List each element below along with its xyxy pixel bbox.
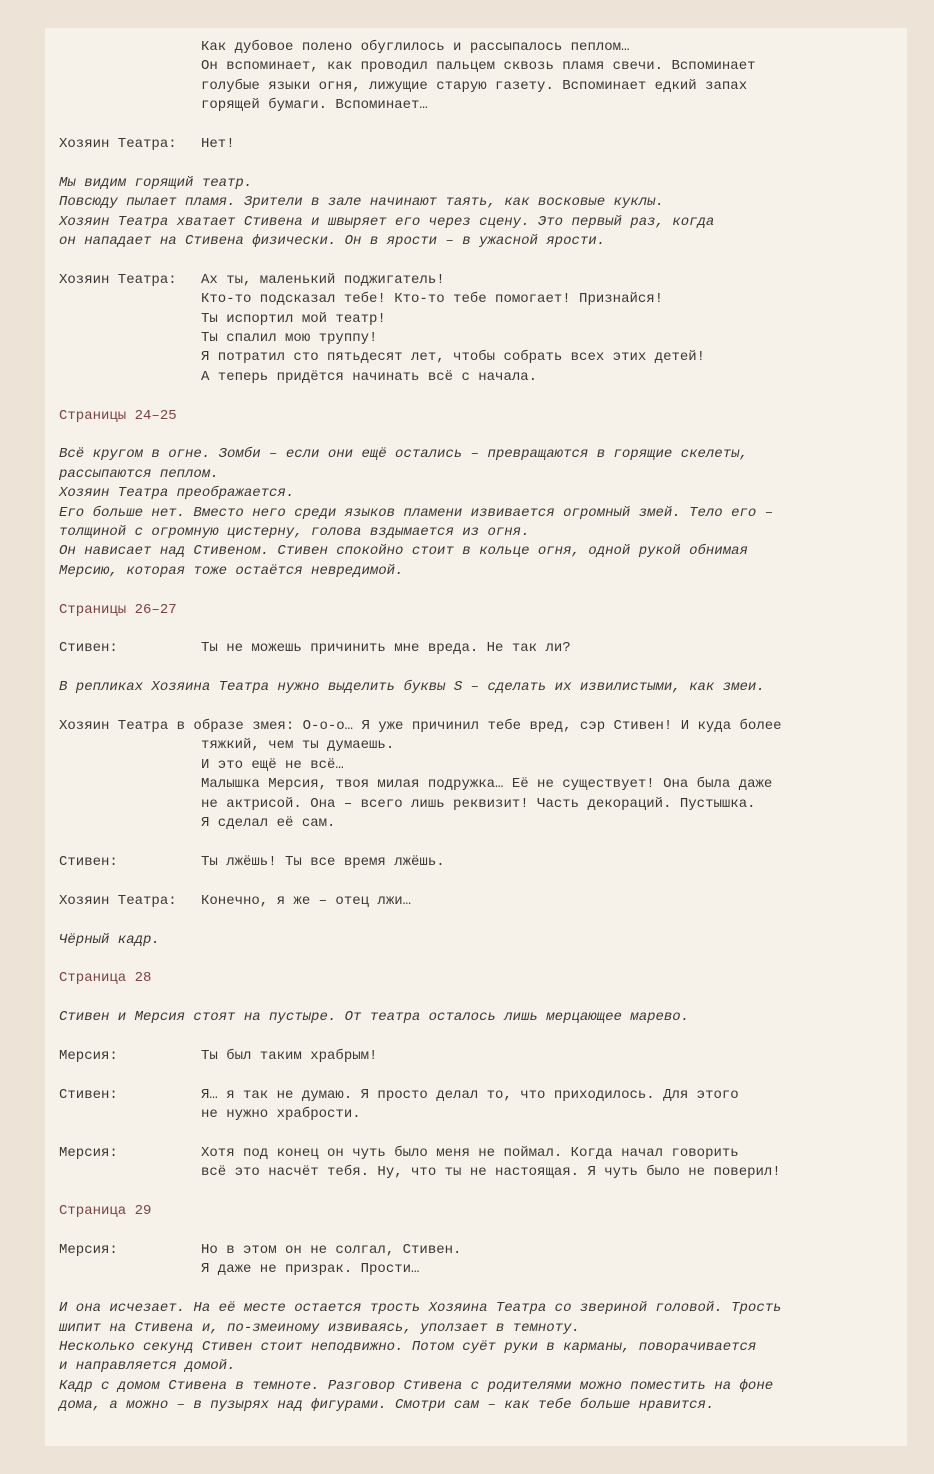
speaker-name: Стивен: xyxy=(59,1086,118,1103)
stage-line: Чёрный кадр. xyxy=(59,931,160,948)
stage-line: Его больше нет. Вместо него среди языков пламени извивается огромный змей. Тело его – xyxy=(59,504,774,521)
spacer xyxy=(59,834,899,853)
dialogue-line: горящей бумаги. Вспоминает… xyxy=(201,97,428,114)
stage-line: Стивен и Мерсия стоят на пустыре. От театра осталось лишь мерцающее марево. xyxy=(59,1009,690,1026)
dialogue-block xyxy=(59,717,899,833)
dialogue-block xyxy=(59,1241,899,1280)
script-text xyxy=(59,38,899,1416)
spacer xyxy=(59,659,899,678)
stage-line: дома, а можно – в пузырях над фигурами. Смотри сам – как тебе больше нравится. xyxy=(59,1397,715,1414)
stage-line: Он нависает над Стивеном. Стивен спокойно стоит в кольце огня, одной рукой обнимая xyxy=(59,543,748,560)
stage-line: Мы видим горящий театр. xyxy=(59,174,253,191)
dialogue-line: не актрисой. Она – всего лишь реквизит! Часть декораций. Пустышка. xyxy=(201,795,756,812)
dialogue-block xyxy=(59,892,899,911)
dialogue-block xyxy=(59,271,899,387)
spacer xyxy=(59,872,899,891)
dialogue-line: Конечно, я же – отец лжи… xyxy=(201,892,412,909)
dialogue-continuation xyxy=(59,38,899,116)
stage-direction xyxy=(59,174,899,252)
dialogue-line: И это ещё не всё… xyxy=(201,756,344,773)
dialogue-lines xyxy=(201,271,899,387)
dialogue-lines xyxy=(201,1086,899,1125)
stage-line: Хозяин Театра преображается. xyxy=(59,485,295,502)
dialogue-line: Я потратил сто пятьдесят лет, чтобы собрать всех этих детей! xyxy=(201,349,706,366)
page-heading: Страницы 26–27 xyxy=(59,601,177,618)
speaker-name: Стивен: xyxy=(59,640,118,657)
page-heading: Страница 29 xyxy=(59,1203,152,1220)
speaker-name: Мерсия: xyxy=(59,1144,118,1161)
page-heading: Страница 28 xyxy=(59,970,152,987)
spacer xyxy=(59,911,899,930)
dialogue-line: тяжкий, чем ты думаешь. xyxy=(201,737,395,754)
spacer xyxy=(59,1066,899,1085)
dialogue-block xyxy=(59,853,899,872)
dialogue-line: Я сделал её сам. xyxy=(201,815,336,832)
dialogue-line: Хотя под конец он чуть было меня не поймал. Когда начал говорить xyxy=(201,1144,739,1161)
stage-line: И она исчезает. На её месте остается трость Хозяина Театра со звериной головой. Трость xyxy=(59,1300,782,1317)
dialogue-block xyxy=(59,639,899,658)
dialogue-lines xyxy=(201,1047,899,1066)
stage-line: Хозяин Театра хватает Стивена и швыряет его через сцену. Это первый раз, когда xyxy=(59,213,715,230)
stage-direction xyxy=(59,445,899,581)
speaker-name: Стивен: xyxy=(59,853,118,870)
stage-line: Повсюду пылает пламя. Зрители в зале начинают таять, как восковые куклы. xyxy=(59,194,664,211)
dialogue-lines xyxy=(201,135,899,154)
dialogue-line: Ты лжёшь! Ты все время лжёшь. xyxy=(201,853,445,870)
dialogue-lines xyxy=(201,1241,899,1280)
dialogue-block xyxy=(59,1047,899,1066)
stage-line: В репликах Хозяина Театра нужно выделить буквы S – сделать их извилистыми, как змеи. xyxy=(59,679,765,696)
speaker-name: Мерсия: xyxy=(59,1047,118,1064)
stage-direction xyxy=(59,678,899,697)
spacer xyxy=(59,154,899,173)
stage-line: рассыпаются пеплом. xyxy=(59,465,219,482)
spacer xyxy=(59,1183,899,1202)
dialogue-line: всё это насчёт тебя. Ну, что ты не настоящая. Я чуть было не поверил! xyxy=(201,1164,781,1181)
dialogue-line: Я… я так не думаю. Я просто делал то, что приходилось. Для этого xyxy=(201,1086,739,1103)
speaker-name: Мерсия: xyxy=(59,1241,118,1258)
stage-direction xyxy=(59,1299,899,1415)
speaker-name: Хозяин Театра: xyxy=(59,271,177,288)
dialogue-line: Ты спалил мою труппу! xyxy=(201,330,378,347)
stage-line: шипит на Стивена и, по-змеиному извиваясь, уползает в темноту. xyxy=(59,1319,580,1336)
dialogue-block xyxy=(59,135,899,154)
spacer xyxy=(59,620,899,639)
stage-direction xyxy=(59,1008,899,1027)
dialogue-line: Ты испортил мой театр! xyxy=(201,310,386,327)
dialogue-line: Малышка Мерсия, твоя милая подружка… Её не существует! Она была даже xyxy=(201,776,773,793)
dialogue-line: Но в этом он не солгал, Стивен. xyxy=(201,1241,462,1258)
spacer xyxy=(59,989,899,1008)
spacer xyxy=(59,1280,899,1299)
spacer xyxy=(59,1222,899,1241)
stage-direction xyxy=(59,931,899,950)
stage-line: Всё кругом в огне. Зомби – если они ещё остались – превращаются в горящие скелеты, xyxy=(59,446,748,463)
speaker-name: Хозяин Театра: xyxy=(59,892,177,909)
spacer xyxy=(59,950,899,969)
stage-line: он нападает на Стивена физически. Он в ярости – в ужасной ярости. xyxy=(59,233,606,250)
dialogue-lines xyxy=(201,1144,899,1183)
spacer xyxy=(59,581,899,600)
dialogue-lines xyxy=(201,892,899,911)
dialogue-line: А теперь придётся начинать всё с начала. xyxy=(201,368,538,385)
speaker-name: Хозяин Театра: xyxy=(59,136,177,153)
dialogue-line: Ах ты, маленький поджигатель! xyxy=(201,271,445,288)
dialogue-line: Ты не можешь причинить мне вреда. Не так ли? xyxy=(201,640,571,657)
dialogue-line: Он вспоминает, как проводил пальцем сквозь пламя свечи. Вспоминает xyxy=(201,58,756,75)
speaker-line: Хозяин Театра в образе змея: О-о-о… Я уже причинил тебе вред, сэр Стивен! И куда более xyxy=(59,718,782,735)
spacer xyxy=(59,387,899,406)
stage-line: толщиной с огромную цистерну, голова вздымается из огня. xyxy=(59,524,530,541)
dialogue-line: Я даже не призрак. Прости… xyxy=(201,1261,420,1278)
dialogue-block xyxy=(59,1086,899,1125)
spacer xyxy=(59,116,899,135)
spacer xyxy=(59,251,899,270)
spacer xyxy=(59,1125,899,1144)
dialogue-block xyxy=(59,1144,899,1183)
dialogue-line: голубые языки огня, лижущие старую газету. Вспоминает едкий запах xyxy=(201,77,748,94)
spacer xyxy=(59,426,899,445)
dialogue-line: не нужно храбрости. xyxy=(201,1106,361,1123)
dialogue-line: Ты был таким храбрым! xyxy=(201,1047,378,1064)
dialogue-line: Нет! xyxy=(201,136,235,153)
spacer xyxy=(59,1028,899,1047)
stage-line: и направляется домой. xyxy=(59,1358,236,1375)
dialogue-line: Как дубовое полено обуглилось и рассыпалось пеплом… xyxy=(201,39,630,55)
stage-line: Несколько секунд Стивен стоит неподвижно. Потом суёт руки в карманы, поворачивается xyxy=(59,1338,757,1355)
stage-line: Мерсию, которая тоже остаётся невредимой. xyxy=(59,562,404,579)
spacer xyxy=(59,698,899,717)
page-heading: Страницы 24–25 xyxy=(59,407,177,424)
dialogue-lines xyxy=(201,853,899,872)
dialogue-lines xyxy=(201,639,899,658)
stage-line: Кадр с домом Стивена в темноте. Разговор Стивена с родителями можно поместить на фоне xyxy=(59,1377,774,1394)
dialogue-line: Кто-то подсказал тебе! Кто-то тебе помогает! Признайся! xyxy=(201,291,664,308)
